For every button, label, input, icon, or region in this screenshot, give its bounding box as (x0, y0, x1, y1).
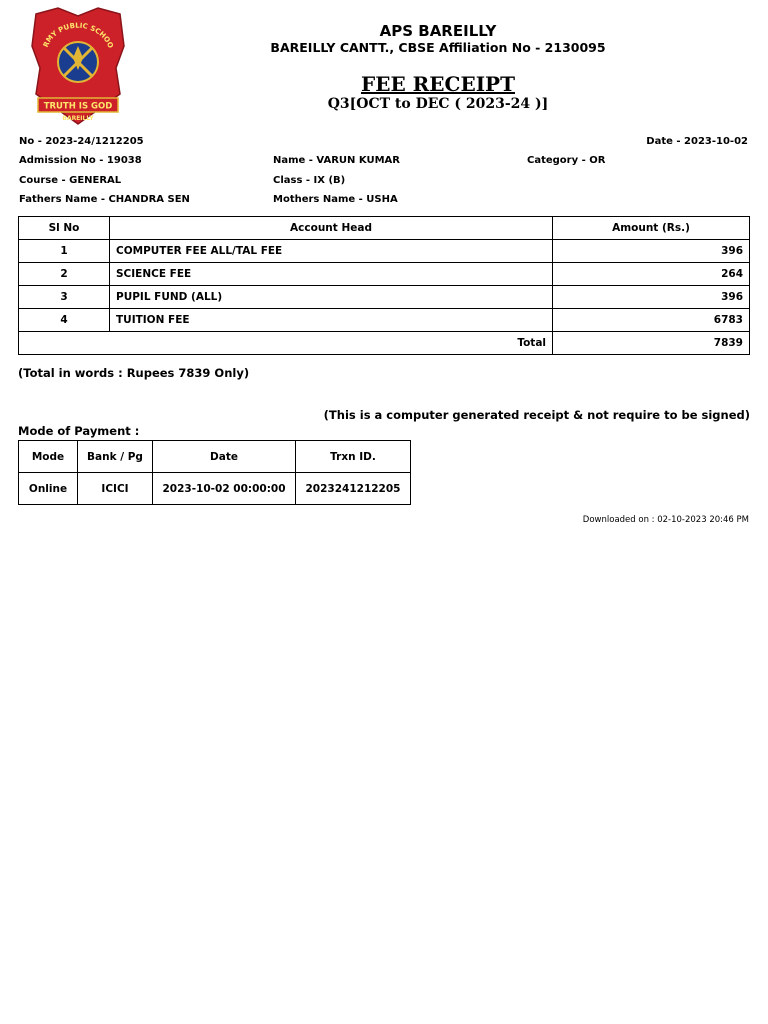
payment-table (18, 440, 411, 505)
col-mode: Mode (19, 441, 78, 473)
row-amount: 264 (553, 263, 750, 286)
col-account-head: Account Head (110, 217, 553, 240)
student-name: Name - VARUN KUMAR (273, 155, 400, 166)
downloaded-on: Downloaded on : 02-10-2023 20:46 PM (582, 515, 749, 525)
student-class: Class - IX (B) (273, 175, 346, 186)
table-row (19, 263, 750, 286)
school-name: APS BAREILLY (379, 22, 497, 40)
row-head: TUITION FEE (110, 309, 553, 332)
payment-date: 2023-10-02 00:00:00 (153, 473, 296, 505)
table-row (19, 240, 750, 263)
receipt-number: No - 2023-24/1212205 (19, 136, 144, 147)
emblem-place: BAREILLY (62, 115, 94, 122)
payment-mode-title: Mode of Payment : (18, 424, 140, 438)
row-sl: 4 (19, 309, 110, 332)
row-sl: 2 (19, 263, 110, 286)
row-sl: 3 (19, 286, 110, 309)
school-affiliation: BAREILLY CANTT., CBSE Affiliation No - 2130095 (270, 40, 606, 55)
row-head: COMPUTER FEE ALL/TAL FEE (110, 240, 553, 263)
payment-trxn-id: 2023241212205 (296, 473, 411, 505)
course: Course - GENERAL (19, 175, 122, 186)
fee-table-header (19, 217, 750, 240)
mother-name: Mothers Name - USHA (273, 194, 398, 205)
col-date: Date (153, 441, 296, 473)
payment-mode: Online (19, 473, 78, 505)
total-in-words: (Total in words : Rupees 7839 Only) (18, 366, 250, 380)
col-trxn-id: Trxn ID. (296, 441, 411, 473)
row-amount: 396 (553, 286, 750, 309)
col-bank: Bank / Pg (78, 441, 153, 473)
receipt-title: FEE RECEIPT (361, 72, 515, 96)
total-row (19, 332, 750, 355)
student-category: Category - OR (527, 155, 606, 166)
col-amount: Amount (Rs.) (553, 217, 750, 240)
row-sl: 1 (19, 240, 110, 263)
father-name: Fathers Name - CHANDRA SEN (19, 194, 190, 205)
row-head: SCIENCE FEE (110, 263, 553, 286)
payment-table-header (19, 441, 411, 473)
receipt-quarter: Q3[OCT to DEC ( 2023-24 )] (327, 96, 549, 112)
row-amount: 396 (553, 240, 750, 263)
receipt-date: Date - 2023-10-02 (646, 136, 748, 147)
table-row (19, 309, 750, 332)
col-sl-no: Sl No (19, 217, 110, 240)
total-amount: 7839 (553, 332, 750, 355)
table-row (19, 473, 411, 505)
total-label: Total (19, 332, 553, 355)
admission-number: Admission No - 19038 (19, 155, 142, 166)
table-row (19, 286, 750, 309)
row-head: PUPIL FUND (ALL) (110, 286, 553, 309)
emblem-motto: TRUTH IS GOD (43, 101, 113, 112)
row-amount: 6783 (553, 309, 750, 332)
school-emblem-logo (28, 6, 128, 126)
payment-bank: ICICI (78, 473, 153, 505)
fee-table (18, 216, 750, 355)
computer-generated-note: (This is a computer generated receipt & not require to be signed) (323, 408, 750, 422)
emblem-arc-text: RMY PUBLIC SCHOO (41, 21, 115, 50)
